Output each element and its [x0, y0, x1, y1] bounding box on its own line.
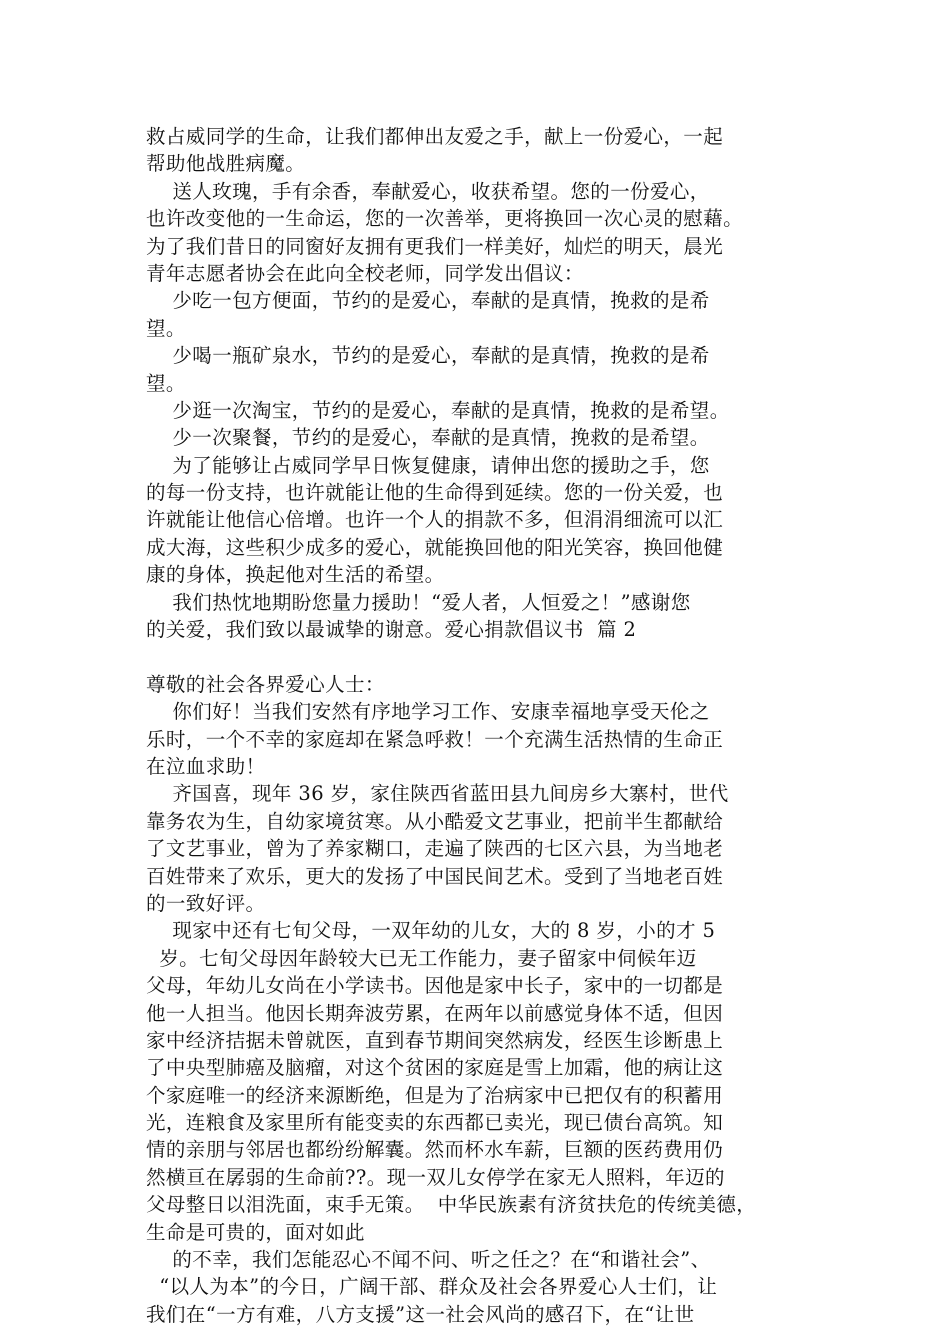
text-line: 我们热忱地期盼您量力援助！“爱人者，人恒爱之！”感谢您 [146, 590, 691, 614]
text-line: 了中央型肺癌及脑瘤，对这个贫困的家庭是雪上加霜，他的病让这 [146, 1056, 724, 1080]
text-line: 也许改变他的一生命运，您的一次善举，更将换回一次心灵的慰藉。 [146, 207, 744, 231]
blank-line [146, 643, 826, 670]
text-line: 的一致好评。 [146, 891, 266, 915]
text-line: 父母整日以泪洗面，束手无策。 中华民族素有济贫扶危的传统美德， [146, 1193, 757, 1217]
text-line: 了文艺事业，曾为了养家糊口，走遍了陕西的七区六县，为当地老 [146, 837, 724, 861]
text-line: 光，连粮食及家里所有能变卖的东西都已卖光，现已债台高筑。知 [146, 1111, 724, 1135]
text-line: 岁。七旬父母因年龄较大已无工作能力，妻子留家中伺候年迈 [146, 946, 697, 970]
text-line: 送人玫瑰，手有余香，奉献爱心，收获希望。您的一份爱心， [146, 179, 710, 203]
text-line: 个家庭唯一的经济来源断绝，但是为了治病家中已把仅有的积蓄用 [146, 1083, 724, 1107]
text-line: 父母，年幼儿女尚在小学读书。因他是家中长子，家中的一切都是 [146, 974, 724, 998]
text-line: 情的亲朋与邻居也都纷纷解囊。然而杯水车薪，巨额的医药费用仍 [146, 1138, 724, 1162]
text-line: 的关爱，我们致以最诚挚的谢意。爱心捐款倡议书 篇 2 [146, 618, 637, 642]
greeting-line: 尊敬的社会各界爱心人士： [146, 672, 385, 696]
text-line: 青年志愿者协会在此向全校老师，同学发出倡议： [146, 261, 584, 285]
text-line: 在泣血求助！ [146, 754, 266, 778]
document-body [146, 123, 826, 1328]
text-line: 百姓带来了欢乐，更大的发扬了中国民间艺术。受到了当地老百姓 [146, 864, 724, 888]
text-line: 他一人担当。他因长期奔波劳累，在两年以前感觉身体不适，但因 [146, 1001, 724, 1025]
text-line: 乐时，一个不幸的家庭却在紧急呼救！一个充满生活热情的生命正 [146, 727, 724, 751]
text-line: 现家中还有七旬父母，一双年幼的儿女，大的 8 岁，小的才 5 [146, 919, 716, 943]
text-line: 齐国喜，现年 36 岁，家住陕西省蓝田县九间房乡大寨村，世代 [146, 782, 729, 806]
text-line: 为了我们昔日的同窗好友拥有更我们一样美好，灿烂的明天，晨光 [146, 234, 724, 258]
text-line: 生命是可贵的，面对如此 [146, 1220, 365, 1244]
text-line: “以人为本”的今日，广阔干部、群众及社会各界爱心人士们，让 [146, 1275, 718, 1299]
text-line: 成大海，这些积少成多的爱心，就能换回他的阳光笑容，换回他健 [146, 535, 724, 559]
text-line: 的不幸，我们怎能忍心不闻不问、听之任之？在“和谐社会”、 [146, 1248, 711, 1272]
text-line: 家中经济拮据未曾就医，直到春节期间突然病发，经医生诊断患上 [146, 1028, 724, 1052]
text-line: 少逛一次淘宝，节约的是爱心，奉献的是真情，挽救的是希望。 [146, 398, 730, 422]
text-line: 许就能让他信心倍增。也许一个人的捐款不多，但涓涓细流可以汇 [146, 508, 724, 532]
text-line: 少一次聚餐，节约的是爱心，奉献的是真情，挽救的是希望。 [146, 426, 710, 450]
text-line: 少吃一包方便面，节约的是爱心，奉献的是真情，挽救的是希 [146, 289, 710, 313]
text-line: 康的身体，换起他对生活的希望。 [146, 563, 445, 587]
text-line: 帮助他战胜病魔。 [146, 152, 306, 176]
text-line: 我们在“一方有难，八方支援”这一社会风尚的感召下，在“让世 [146, 1302, 695, 1326]
text-line: 少喝一瓶矿泉水，节约的是爱心，奉献的是真情，挽救的是希 [146, 344, 710, 368]
text-line: 然横亘在孱弱的生命前??。现一双儿女停学在家无人照料，年迈的 [146, 1165, 725, 1189]
text-line: 靠务农为生，自幼家境贫寒。从小酷爱文艺事业，把前半生都献给 [146, 809, 724, 833]
text-line: 望。 [146, 371, 186, 395]
text-line: 救占威同学的生命，让我们都伸出友爱之手，献上一份爱心，一起 [146, 125, 724, 148]
text-line: 的每一份支持，也许就能让他的生命得到延续。您的一份关爱，也 [146, 481, 724, 505]
text-line: 为了能够让占威同学早日恢复健康，请伸出您的援助之手，您 [146, 453, 710, 477]
text-line: 你们好！当我们安然有序地学习工作、安康幸福地享受天伦之 [146, 700, 710, 724]
text-line: 望。 [146, 316, 186, 340]
